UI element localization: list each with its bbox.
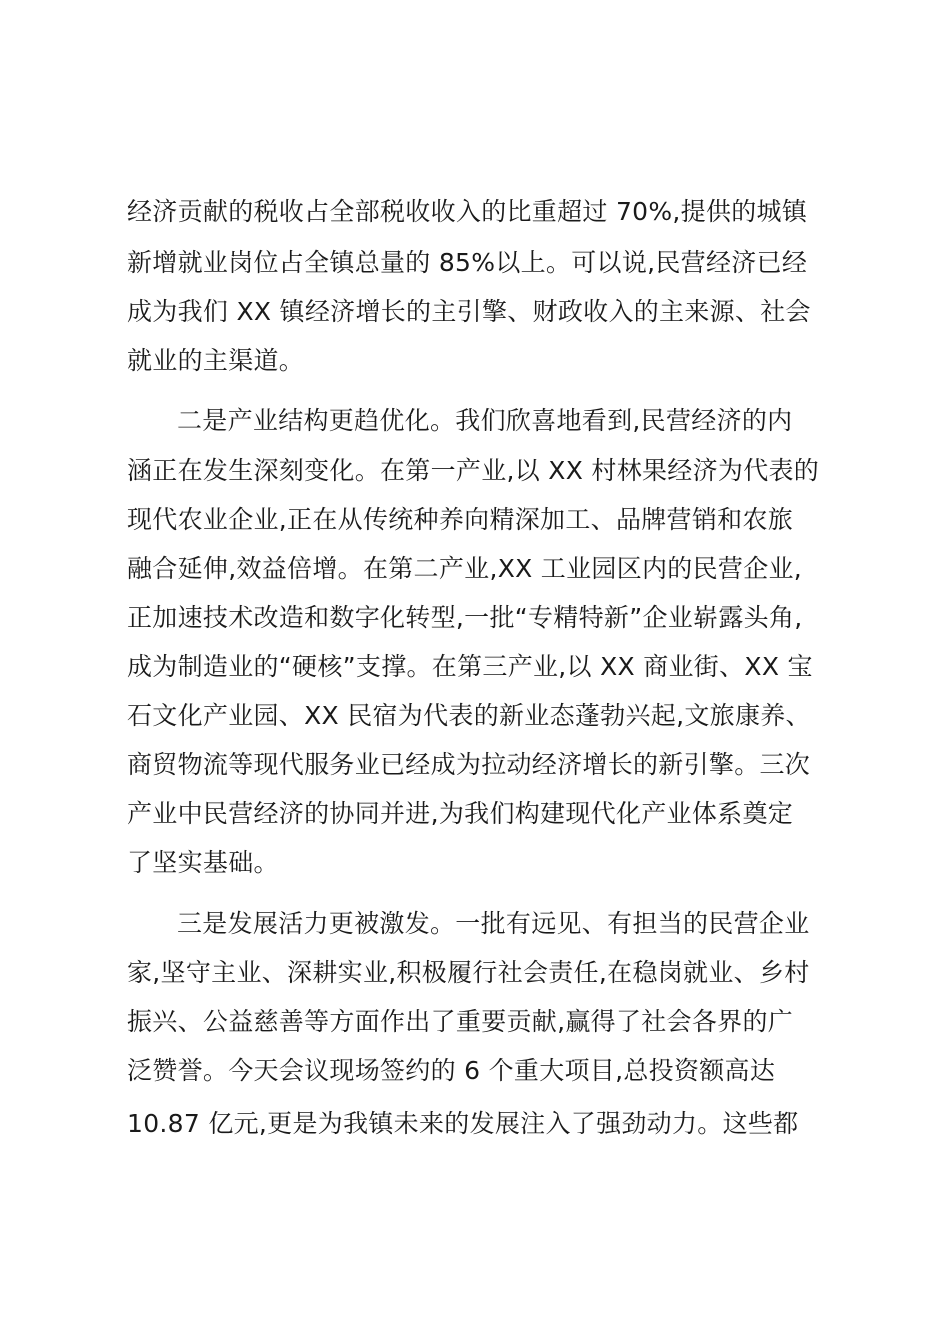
text-line: 家,坚守主业、深耕实业,积极履行社会责任,在稳岗就业、乡村 xyxy=(127,958,810,987)
text-line: 经济贡献的税收占全部税收收入的比重超过 70%,提供的城镇 xyxy=(127,197,808,226)
text-line: 就业的主渠道。 xyxy=(127,346,305,375)
text-line: 成为我们 XX 镇经济增长的主引擎、财政收入的主来源、社会 xyxy=(127,297,811,326)
text-line: 涵正在发生深刻变化。在第一产业,以 XX 村林果经济为代表的 xyxy=(127,456,820,485)
text-line: 泛赞誉。今天会议现场签约的 6 个重大项目,总投资额高达 xyxy=(127,1056,776,1085)
text-line: 了坚实基础。 xyxy=(127,848,279,877)
text-line: 正加速技术改造和数字化转型,一批“专精特新”企业崭露头角, xyxy=(127,603,803,632)
paragraph-start-line: 三是发展活力更被激发。一批有远见、有担当的民营企业 xyxy=(177,909,810,938)
text-line: 融合延伸,效益倍增。在第二产业,XX 工业园区内的民营企业, xyxy=(127,554,803,583)
text-line: 石文化产业园、XX 民宿为代表的新业态蓬勃兴起,文旅康养、 xyxy=(127,701,811,730)
paragraph-start-line: 二是产业结构更趋优化。我们欣喜地看到,民营经济的内 xyxy=(177,406,793,435)
text-line: 现代农业企业,正在从传统种养向精深加工、品牌营销和农旅 xyxy=(127,505,794,534)
text-line: 成为制造业的“硬核”支撑。在第三产业,以 XX 商业街、XX 宝 xyxy=(127,652,813,681)
text-line: 产业中民营经济的协同并进,为我们构建现代化产业体系奠定 xyxy=(127,799,794,828)
text-line: 振兴、公益慈善等方面作出了重要贡献,赢得了社会各界的广 xyxy=(127,1007,794,1036)
text-line: 10.87 亿元,更是为我镇未来的发展注入了强劲动力。这些都 xyxy=(127,1109,799,1138)
text-line: 商贸物流等现代服务业已经成为拉动经济增长的新引擎。三次 xyxy=(127,750,811,779)
text-line: 新增就业岗位占全镇总量的 85%以上。可以说,民营经济已经 xyxy=(127,248,808,277)
